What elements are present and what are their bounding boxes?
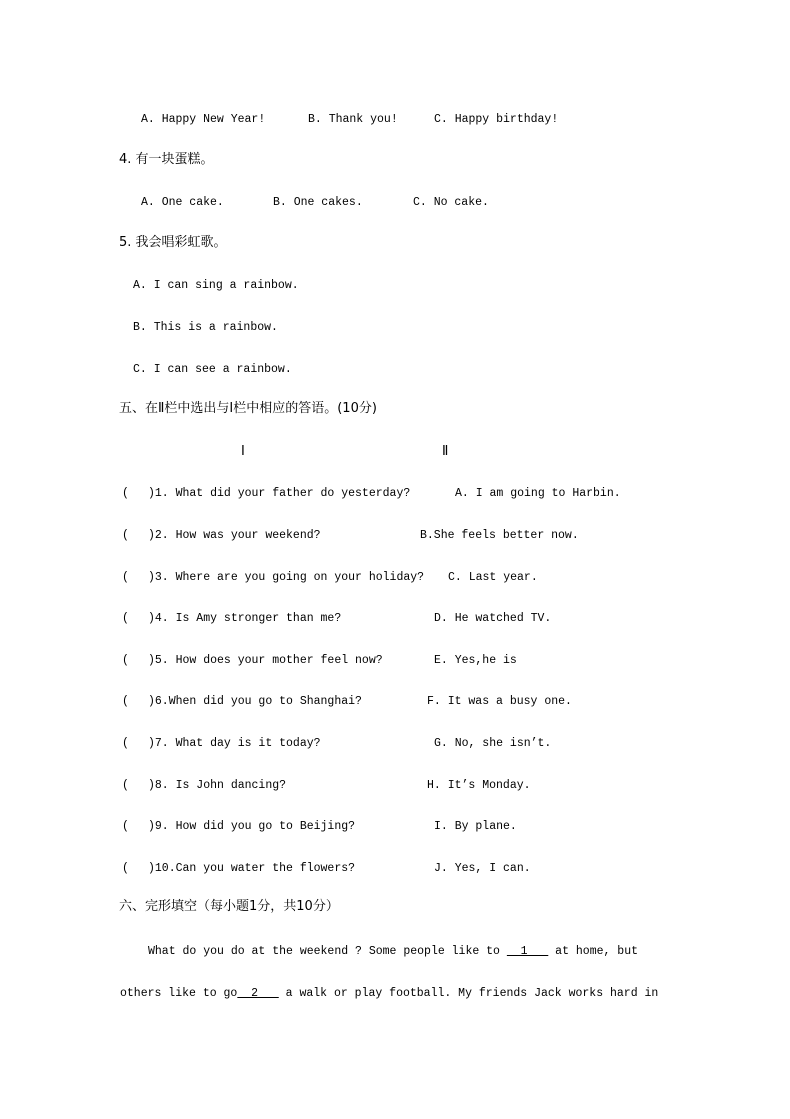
passage-line-2 — [120, 987, 658, 1001]
column-2-header: Ⅱ — [442, 444, 449, 459]
passage-text: What do you do at the weekend ? Some people like to — [148, 945, 507, 958]
question-text: )6.When did you go to Shanghai? — [148, 695, 362, 708]
answer-paren[interactable]: ( — [122, 571, 129, 584]
column-1-header: Ⅰ — [241, 444, 245, 459]
answer-paren[interactable]: ( — [122, 529, 129, 542]
answer-text: B.She feels better now. — [420, 529, 579, 542]
answer-paren[interactable]: ( — [122, 695, 129, 708]
question-text: )7. What day is it today? — [148, 737, 321, 750]
blank-1: 1 — [506, 945, 549, 958]
answer-text: F. It was a busy one. — [427, 695, 572, 708]
option-c: C. I can see a rainbow. — [133, 363, 292, 376]
answer-text: G. No, she isn’t. — [434, 737, 552, 750]
answer-text: A. I am going to Harbin. — [455, 487, 621, 500]
question-4: 4. 有一块蛋糕。 — [119, 152, 214, 167]
question-text: )5. How does your mother feel now? — [148, 654, 383, 667]
answer-paren[interactable]: ( — [122, 737, 129, 750]
passage-text: at home, but — [548, 945, 638, 958]
option-b: B. This is a rainbow. — [133, 321, 278, 334]
option-a: A. Happy New Year! — [141, 113, 266, 126]
answer-text: I. By plane. — [434, 820, 517, 833]
answer-paren[interactable]: ( — [122, 612, 129, 625]
answer-text: E. Yes,he is — [434, 654, 517, 667]
answer-paren[interactable]: ( — [122, 487, 129, 500]
blank-2: 2 — [237, 987, 279, 1000]
answer-text: H. It’s Monday. — [427, 779, 531, 792]
answer-paren[interactable]: ( — [122, 654, 129, 667]
option-a: A. I can sing a rainbow. — [133, 279, 299, 292]
question-text: )4. Is Amy stronger than me? — [148, 612, 342, 625]
section-6-title: 六、完形填空（每小题1分，共10分） — [119, 899, 339, 914]
answer-text: D. He watched TV. — [434, 612, 552, 625]
section-5-title: 五、在Ⅱ栏中选出与Ⅰ栏中相应的答语。(10分) — [119, 401, 377, 416]
option-c: C. Happy birthday! — [434, 113, 559, 126]
answer-paren[interactable]: ( — [122, 862, 129, 875]
question-text: )3. Where are you going on your holiday? — [148, 571, 425, 584]
option-a: A. One cake. — [141, 196, 224, 209]
option-c: C. No cake. — [413, 196, 489, 209]
answer-paren[interactable]: ( — [122, 820, 129, 833]
option-b: B. Thank you! — [308, 113, 398, 126]
passage-text: a walk or play football. My friends Jack works hard in — [278, 987, 659, 1000]
answer-text: J. Yes, I can. — [434, 862, 531, 875]
question-text: )2. How was your weekend? — [148, 529, 321, 542]
question-text: )9. How did you go to Beijing? — [148, 820, 356, 833]
answer-paren[interactable]: ( — [122, 779, 129, 792]
question-text: )1. What did your father do yesterday? — [148, 487, 411, 500]
passage-line-1 — [148, 945, 638, 959]
question-text: )10.Can you water the flowers? — [148, 862, 356, 875]
question-5: 5. 我会唱彩虹歌。 — [119, 235, 227, 250]
passage-text: others like to go — [120, 987, 238, 1000]
option-b: B. One cakes. — [273, 196, 363, 209]
question-text: )8. Is John dancing? — [148, 779, 287, 792]
answer-text: C. Last year. — [448, 571, 538, 584]
